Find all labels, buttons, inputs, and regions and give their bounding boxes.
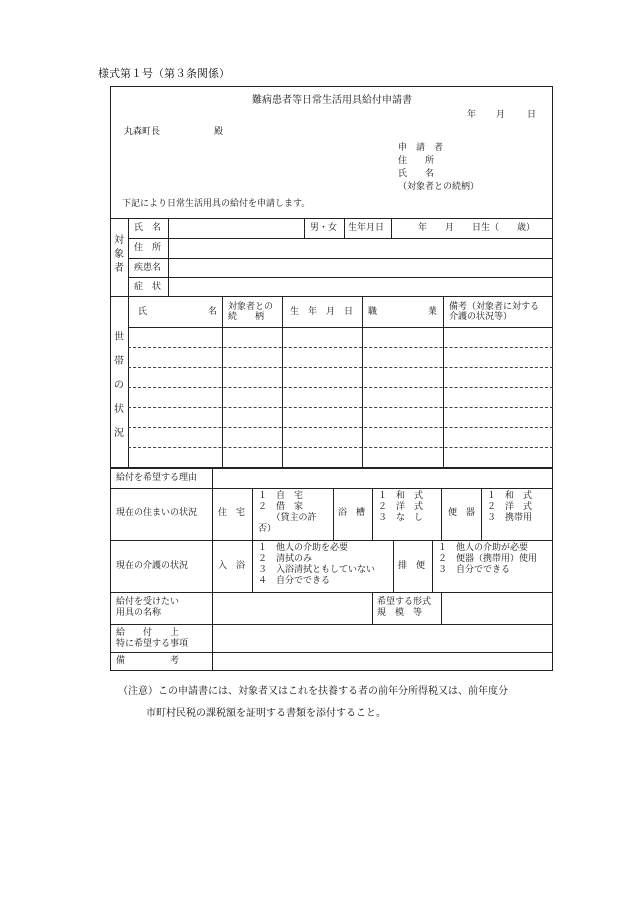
subject-address-label: 住 所: [134, 243, 162, 253]
divider: [128, 218, 129, 296]
equipment-label: 給付を受けたい 用具の名称: [116, 597, 180, 618]
divider: [212, 468, 213, 488]
remarks-label: 備 考: [116, 656, 180, 666]
residence-housing-label: 住 宅: [218, 508, 246, 518]
divider: [110, 624, 553, 625]
divider: [252, 488, 253, 540]
date-month: 月: [496, 110, 506, 120]
note-prefix: （注意）: [118, 686, 158, 697]
care-label: 現在の介護の状況: [116, 561, 189, 571]
divider: [252, 540, 253, 592]
divider: [372, 488, 373, 540]
special-request-label: 給 付 上 特に希望する事項: [116, 628, 189, 649]
subject-top-line: [110, 218, 553, 219]
form-size-label: 希望する形式 規 模 等: [377, 597, 432, 618]
divider: [304, 218, 305, 238]
household-header-job-a: 職: [368, 307, 378, 317]
residence-toilet-label: 便 器: [448, 508, 476, 518]
dashed-row-line: [128, 427, 553, 428]
divider: [222, 296, 223, 468]
household-header-name-a: 氏: [138, 307, 148, 317]
divider: [212, 540, 213, 592]
care-bath-options: １ 他人の介助を必要 ２ 清拭のみ ３ 入浴清拭ともしていない ４ 自分でできる: [258, 543, 376, 586]
household-header-remarks: 備考（対象者に対する 介護の状況等）: [449, 302, 540, 322]
divider: [443, 296, 444, 468]
dashed-row-line: [128, 407, 553, 408]
subject-name-label: 氏 名: [134, 223, 162, 233]
care-bath-label: 入 浴: [218, 561, 246, 571]
divider: [128, 277, 553, 278]
applicant-address-label: 住 所: [398, 156, 435, 166]
divider: [168, 218, 169, 296]
household-bottom-line: [110, 467, 553, 469]
applicant-name-label: 氏 名: [398, 169, 435, 179]
divider: [441, 592, 442, 624]
divider: [481, 488, 482, 540]
form-title: 難病患者等日常生活用具給付申請書: [252, 95, 412, 106]
subject-disease-label: 疾患名: [134, 263, 162, 273]
subject-birth-value: 年 月 日生（ 歳）: [418, 223, 536, 233]
addressee-name: 丸森町長: [124, 127, 161, 137]
divider: [110, 296, 553, 297]
divider: [212, 488, 213, 540]
divider: [344, 218, 345, 238]
divider: [391, 218, 392, 238]
divider: [282, 296, 283, 468]
divider: [432, 540, 433, 592]
divider: [128, 327, 553, 328]
divider: [110, 540, 553, 541]
subject-birth-label: 生年月日: [348, 223, 385, 233]
care-excretion-options: １ 他人の介助が必要 ２ 便器（携帯用）使用 ３ 自分でできる: [438, 543, 538, 575]
household-header-job-b: 業: [428, 307, 438, 317]
subject-gender: 男・女: [310, 223, 338, 233]
divider: [110, 592, 553, 593]
subject-side-label: 対 象 者: [114, 235, 124, 274]
divider: [362, 296, 363, 468]
statement: 下記により日常生活用具の給付を申請します。: [122, 199, 311, 209]
divider: [110, 652, 553, 653]
date-year: 年: [467, 110, 477, 120]
subject-symptom-label: 症 状: [134, 282, 162, 292]
form-label: 様式第１号（第３条関係）: [98, 67, 230, 80]
reason-label: 給付を希望する理由: [116, 473, 198, 483]
divider: [441, 488, 442, 540]
care-excretion-label: 排 便: [398, 561, 426, 571]
household-header-relation: 対象者との 続 柄: [228, 302, 274, 322]
divider: [110, 488, 553, 489]
dashed-row-line: [128, 367, 553, 368]
dashed-row-line: [128, 447, 553, 448]
divider: [128, 258, 553, 259]
note-line-1: この申請書には、対象者又はこれを扶養する者の前年分所得税又は、前年度分: [158, 686, 508, 697]
divider: [128, 238, 553, 239]
addressee-suffix: 殿: [214, 127, 224, 137]
divider: [128, 296, 129, 468]
household-header-name-b: 名: [208, 307, 218, 317]
divider: [372, 592, 373, 624]
dashed-row-line: [128, 387, 553, 388]
household-header-birth: 生 年 月 日: [290, 307, 354, 317]
residence-bath-label: 浴 槽: [338, 508, 366, 518]
residence-toilet-options: １ 和 式 ２ 洋 式 ３ 携帯用: [487, 491, 533, 523]
residence-bath-options: １ 和 式 ２ 洋 式 ３ な し: [378, 491, 424, 523]
residence-label: 現在の住まいの状況: [116, 508, 198, 518]
divider: [212, 592, 213, 624]
residence-housing-options: １ 自 宅 ２ 借 家 （貸主の許 否）: [258, 491, 317, 534]
divider: [393, 540, 394, 592]
date-day: 日: [527, 110, 537, 120]
divider: [212, 624, 213, 671]
household-side-label: 世 帯 の 状 況: [114, 332, 124, 439]
dashed-row-line: [128, 347, 553, 348]
applicant-label: 申 請 者: [398, 143, 444, 153]
divider: [333, 488, 334, 540]
note-line-2: 市町村民税の課税額を証明する書類を添付すること。: [146, 708, 386, 719]
applicant-relation-label: （対象者との続柄）: [398, 182, 480, 192]
